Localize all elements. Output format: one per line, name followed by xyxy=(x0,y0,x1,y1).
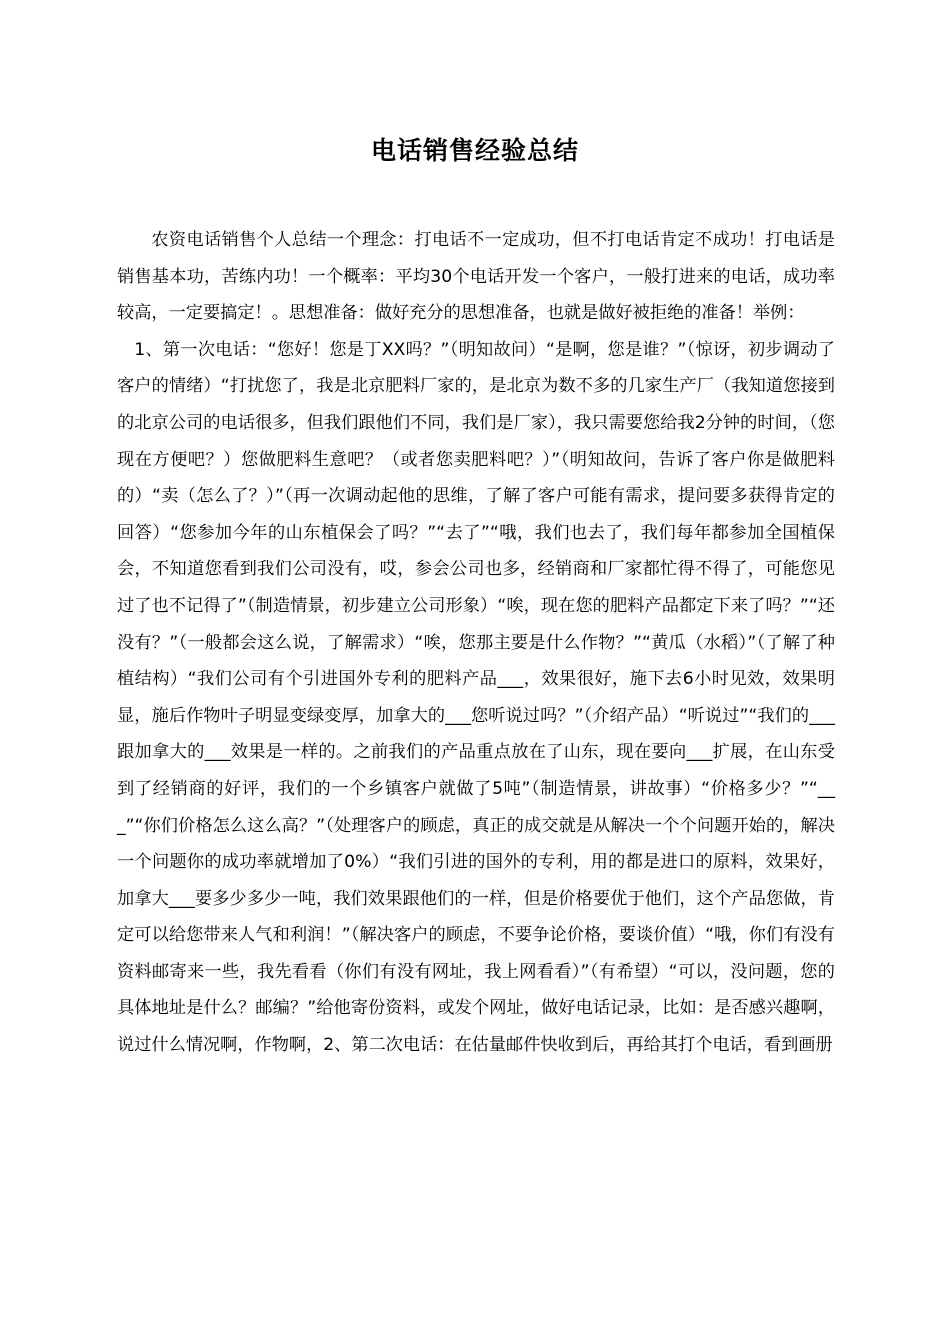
document-body xyxy=(117,222,835,1064)
intro-paragraph: 农资电话销售个人总结一个理念：打电话不一定成功，但不打电话肯定不成功！打电话是销售基本功，苦练内功！一个概率：平均30个电话开发一个客户，一般打进来的电话，成功率较高，一定要搞定！。思想准备：做好充分的思想准备，也就是做好被拒绝的准备！举例： xyxy=(117,230,835,324)
document-title: 电话销售经验总结 xyxy=(370,136,579,165)
example-paragraph: 1、第一次电话：“您好！您是丁XX吗？”（明知故问）“是啊，您是谁？”（惊讶，初步调动了客户的情绪）“打扰您了，我是北京肥料厂家的，是北京为数不多的几家生产厂（我知道您接到的北京公司的电话很多，但我们跟他们不同，我们是厂家），我只需要您给我2分钟的时间，（您现在方便吧？）您做肥料生意吧？（或者您卖肥料吧？）”（明知故问，告诉了客户你是做肥料的）“卖（怎么了？）”（再一次调动起他的思维，了解了客户可能有需求，提问要多获得肯定的回答）“您参加今年的山东植保会了吗？”“去了”“哦，我们也去了，我们每年都参加全国植保会，不知道您看到我们公司没有，哎，参会公司也多，经销商和厂家都忙得不得了，可能您见过了也不记得了”（制造情景，初步建立公司形象）“唉，现在您的肥料产品都定下来了吗？”“还没有？”（一般都会这么说，了解需求）“唉，您那主要是什么作物？”“黄瓜（水稻）”（了解了种植结构）“我们公司有个引进国外专利的肥料产品___，效果很好，施下去6小时见效，效果明显，施后作物叶子明显变绿变厚，加拿大的___您听说过吗？”（介绍产品）“听说过”“我们的___跟加拿大的___效果是一样的。之前我们的产品重点放在了山东，现在要向___扩展，在山东受到了经销商的好评，我们的一个乡镇客户就做了5吨”（制造情景，讲故事）“价格多少？”“___”“你们价格怎么这么高？”（处理客户的顾虑，真正的成交就是从解决一个个问题开始的，解决一个问题你的成功率就增加了0%）“我们引进的国外的专利，用的都是进口的原料，效果好，加拿大___要多少多少一吨，我们效果跟他们的一样，但是价格要优于他们，这个产品您做，肯定可以给您带来人气和利润！”（解决客户的顾虑，不要争论价格，要谈价值）“哦，你们有没有资料邮寄来一些，我先看看（你们有没有网址，我上网看看）”（有希望）“可以，没问题，您的具体地址是什么？邮编？”给他寄份资料，或发个网址，做好电话记录，比如：是否感兴趣啊，说过什么情况啊，作物啊，2、第二次电话：在估量邮件快收到后，再给其打个电话，看到画册 xyxy=(117,339,835,1056)
